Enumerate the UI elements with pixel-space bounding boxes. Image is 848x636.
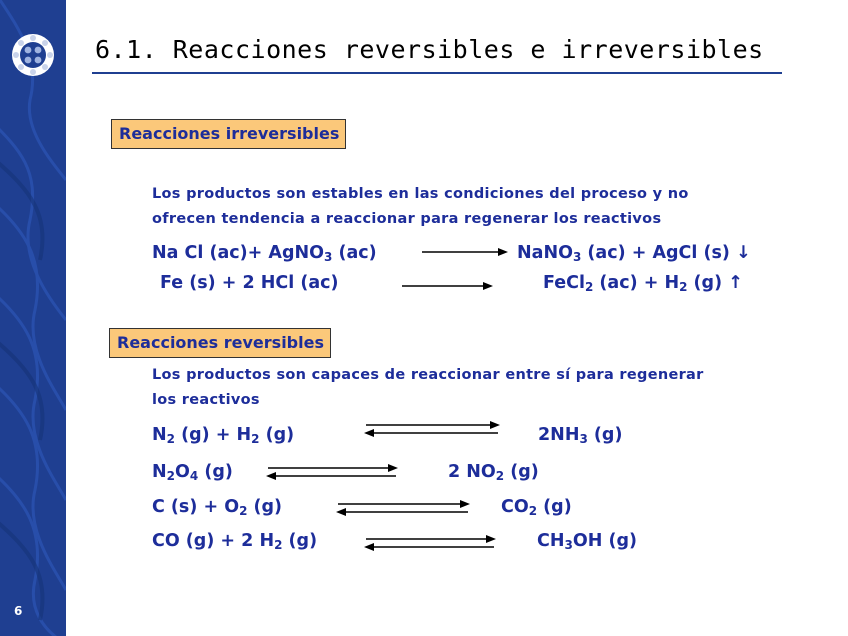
equilibrium-arrow [334, 498, 472, 518]
reversible-description-line2: los reactivos [152, 392, 260, 408]
reversible-reaction-2-products: 2 $NO_2$ (g) [448, 462, 539, 483]
forward-arrow [400, 279, 495, 293]
reversible-reaction-1-products: $2NH_3$ (g) [538, 425, 623, 446]
irreversible-reaction-2-products: FeCl$_2$ $(ac) + H_2$ (g) ↑ [543, 273, 743, 294]
page-number: 6 [14, 604, 23, 618]
reversible-reaction-1-reactants: $N_2$ $(g) + H_2$ (g) [152, 425, 295, 446]
forward-arrow [420, 245, 510, 259]
irreversible-description [152, 182, 689, 232]
reversible-label: Reacciones reversibles [109, 328, 331, 358]
reversible-reaction-4-reactants: CO (g) + 2 $H_2$ (g) [152, 531, 318, 552]
reversible-reaction-3-reactants: C $(s) + O_2$ (g) [152, 497, 283, 518]
equilibrium-arrow [264, 462, 400, 482]
irreversible-description-line2: ofrecen tendencia a reaccionar para regenerar los reactivos [152, 211, 662, 227]
sidebar-decoration [0, 0, 66, 636]
equilibrium-arrow [362, 533, 498, 553]
institution-logo [11, 33, 55, 77]
irreversible-reaction-1-products: NaNO$_3$ (ac) + AgCl (s) ↓ [517, 243, 751, 264]
reversible-description-line1: Los productos son capaces de reaccionar entre sí para regenerar [152, 367, 704, 383]
reversible-reaction-2-reactants: $N_2O_4$ (g) [152, 462, 233, 483]
irreversible-reaction-2-reactants: Fe (s) + 2 HCl (ac) [160, 273, 339, 293]
reversible-reaction-4-products: $CH_3OH$ (g) [537, 531, 637, 552]
reversible-reaction-3-products: $CO_2$ (g) [501, 497, 572, 518]
sidebar-wave-pattern [0, 0, 66, 636]
equilibrium-arrow [362, 419, 502, 439]
irreversible-description-line1: Los productos son estables en las condiciones del proceso y no [152, 186, 689, 202]
title-underline [92, 72, 782, 74]
irreversible-label: Reacciones irreversibles [111, 119, 346, 149]
slide-title: 6.1. Reacciones reversibles e irreversibles [95, 35, 764, 64]
reversible-description [152, 363, 704, 413]
irreversible-reaction-1-reactants: Na Cl (ac)+ AgNO$_3$ (ac) [152, 243, 377, 264]
